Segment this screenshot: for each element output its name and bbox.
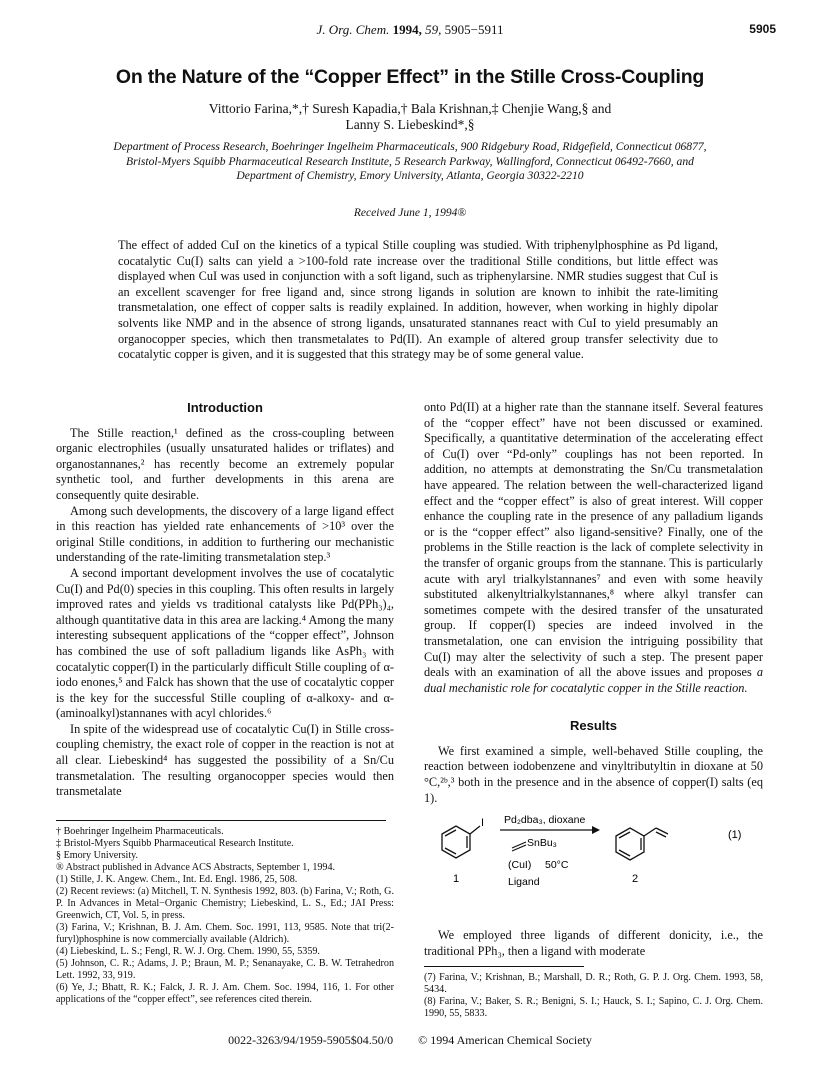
author-list [150, 101, 670, 133]
footnote: (3) Farina, V.; Krishnan, B. J. Am. Chem. Soc. 1991, 113, 9585. Note that tri(2-furyl)phosphine is now commercially available (Aldrich). [56, 922, 394, 945]
footnote-divider [56, 820, 386, 821]
article-title: On the Nature of the “Copper Effect” in the Stille Cross-Coupling [115, 66, 705, 88]
results-paragraph: We employed three ligands of different donicity, i.e., the traditional PPh₃, then a ligand with moderate [424, 928, 763, 958]
styrene-structure [616, 828, 668, 860]
condition-copper: (CuI) [508, 859, 532, 871]
iodobenzene-structure [442, 826, 480, 858]
footnote: ® Abstract published in Advance ACS Abstracts, September 1, 1994. [56, 862, 336, 873]
footnote-divider [424, 966, 584, 967]
footnote: § Emory University. [56, 850, 139, 861]
footnote: (4) Liebeskind, L. S.; Fengl, R. W. J. Org. Chem. 1990, 55, 5359. [56, 946, 320, 957]
footnote: (1) Stille, J. K. Angew. Chem., Int. Ed. Engl. 1986, 25, 508. [56, 874, 298, 885]
footnote: † Boehringer Ingelheim Pharmaceuticals. [56, 826, 224, 837]
left-column [56, 400, 394, 800]
affiliations: Department of Process Research, Boehringer Ingelheim Pharmaceuticals, 900 Ridgebury Road, Ridgefield, Connecticut 06877, Bristol-Myers Squibb Pharmaceutical Research Institute, 5 Research Parkway, Wallingford, Connecticut 06492-7660, and Department of Chemistry, Emory University, Atlanta, Georgia 30322-2210 [113, 140, 707, 182]
compound-label-2: 2 [632, 873, 639, 885]
footnote: (6) Ye, J.; Bhatt, R. K.; Falck, J. R. J. Am. Chem. Soc. 1994, 116, 1. For other applications of the “copper effect”, see references cited therein. [56, 982, 394, 1005]
footnote: ‡ Bristol-Myers Squibb Pharmaceutical Research Institute. [56, 838, 294, 849]
stannane-label: SnBu₃ [527, 837, 557, 849]
footnote: (7) Farina, V.; Krishnan, B.; Marshall, D. R.; Roth, G. P. J. Org. Chem. 1993, 58, 5434. [424, 972, 763, 995]
section-heading-introduction: Introduction [187, 400, 263, 415]
emphasis-text: a dual mechanistic role for cocatalytic copper in the Stille reaction. [424, 665, 764, 695]
arrow-head-icon [592, 826, 600, 834]
journal-volume: 59, [425, 22, 442, 37]
intro-paragraph: In spite of the widespread use of cocatalytic Cu(I) in Stille cross-coupling chemistry, the exact role of copper in the reaction is not at all clear. Liebeskind⁴ has suggested the possibility of a Sn/Cu transmetalation. The resulting organocopper species would then transmetalate [56, 721, 394, 799]
page-footer [0, 1033, 820, 1048]
abstract: The effect of added CuI on the kinetics of a typical Stille coupling was studied. With triphenylphosphine as Pd ligand, cocatalytic Cu(I) salts can yield a >100-fold rate increase over the traditional Stille conditions, but little effect was displayed when CuI was used in conjunction with a soft ligand, such as triphenylarsine. NMR studies suggest that CuI is an excellent scavenger for free ligand and, since strong ligands in solution are known to inhibit the rate-limiting transmetalation, one effect of copper salts is readily explained. In addition, however, when working in highly dipolar solvents like NMP and in the absence of strong ligands, unsaturated stannanes react with CuI to yield presumably an organocopper species, which then transmetalates to Pd(II). An example of altered group transfer selectivity due to cocatalytic copper is given, and it is suggested that this strategy may be of some general value. [118, 238, 718, 362]
body-text: onto Pd(II) at a higher rate than the stannane itself. Several features of the “copper effect” have not been discussed or examined. Specifically, a quantitative determination of the accelerating effect of Cu(I) over “Pd-only” couplings has not been reported. In addition, no attempts at demonstrating the Sn/Cu transmetalation have appeared. The relation between the well-characterized ligand effect and the “copper effect” is also of great interest. Will copper enhance the coupling rate in the presence of any palladium ligands or is the “copper effect” also ligand-sensitive? Finally, one of the problems in the Stille reaction is the lack of complete selectivity in the transfer of organic groups from the stannane. This is particularly acute with aryl trialkylstannanes⁷ and even with some heavily substituted alkenyltrialkylstannanes,⁸ where alkyl transfer can sometimes compete with the desired transfer of the unsaturated group. If copper(I) species are indeed involved in the transmetalation, one can envision the intriguing possibility that Cu(I) may alter the selectivity of such a step. The present paper deals with an examination of all the above issues and proposes [424, 400, 763, 680]
right-column [424, 400, 763, 806]
results-paragraph: We first examined a simple, well-behaved Stille coupling, the reaction between iodobenzene and vinyltributyltin in dioxane at 50 °C,²ᵇ,³ both in the presence and in the absence of copper(I) salts (eq 1). [424, 743, 763, 805]
section-heading-results: Results [570, 718, 617, 734]
footnotes-left [56, 826, 394, 1006]
footer-code: 0022-3263/94/1959-5905$04.50/0 [228, 1033, 394, 1047]
journal-name: J. Org. Chem. [316, 22, 390, 37]
vinyl-double-bond [512, 845, 526, 851]
footer-copyright: © 1994 American Chemical Society [418, 1033, 592, 1047]
condition-temperature: 50°C [545, 859, 569, 871]
equation-number: (1) [728, 829, 742, 841]
journal-pages: 5905−5911 [444, 22, 504, 37]
compound-label-1: 1 [453, 873, 460, 885]
footnote: (5) Johnson, C. R.; Adams, J. P.; Braun, M. P.; Senanayake, C. B. W. Tetrahedron Lett. 1992, 33, 919. [56, 958, 394, 981]
intro-paragraph: Among such developments, the discovery of a large ligand effect in this reaction has yielded rate enhancements of >10³ over the original Stille conditions, in addition to furthering our mechanistic understanding of the rate-limiting transmetalation step.³ [56, 503, 394, 565]
authors-line-1: Vittorio Farina,*,† Suresh Kapadia,† Bala Krishnan,‡ Chenjie Wang,§ and [208, 101, 612, 116]
footnote: (2) Recent reviews: (a) Mitchell, T. N. Synthesis 1992, 803. (b) Farina, V.; Roth, G. P. In Advances in Metal−Organic Chemistry; Liebeskind, L. S., Ed.; JAI Press: Greenwich, CT, Vol. 5, in press. [56, 886, 394, 921]
body-paragraph [424, 400, 763, 696]
reaction-scheme [420, 806, 765, 916]
footnotes-right [424, 972, 763, 1020]
reagent-catalyst: Pd₂dba₃, dioxane [504, 814, 586, 826]
page-number: 5905 [749, 22, 776, 36]
received-date: Received June 1, 1994® [353, 207, 467, 219]
journal-year: 1994, [392, 22, 422, 37]
iodine-label: I [481, 817, 485, 829]
footnote: (8) Farina, V.; Baker, S. R.; Benigni, S. I.; Hauck, S. I.; Sapino, C. J. Org. Chem. 1990, 55, 5833. [424, 996, 763, 1019]
journal-citation [0, 22, 820, 38]
authors-line-2: Lanny S. Liebeskind*,§ [345, 117, 475, 132]
intro-paragraph: The Stille reaction,¹ defined as the cross-coupling between organic electrophiles (usually unsaturated halides or triflates) and organostannanes,² has recently become an extremely popular synthetic tool, and further developments in this arena are consequently quite desirable. [56, 425, 394, 502]
vinyl-bond [512, 842, 526, 848]
condition-ligand: Ligand [508, 876, 540, 888]
results-continuation [424, 928, 763, 959]
intro-paragraph: A second important development involves the use of cocatalytic Cu(I) and Pd(0) species in this coupling. This often results in largely improved rates and yields vs traditional catalysts like Pd(PPh₃)₄, although quantitative data in this area are lacking.⁴ Among the many interesting subsequent applications of the “copper effect”, Johnson has combined the use of soft palladium ligands like AsPh₃ with cocatalytic copper(I) in the particularly difficult Stille coupling of α-iodo enones,⁵ and Falck has shown that the use of cocatalytic copper is the key for the successful Stille coupling of α-alkoxy- and α-(aminoalkyl)stannanes with acyl chlorides.⁶ [56, 565, 394, 721]
